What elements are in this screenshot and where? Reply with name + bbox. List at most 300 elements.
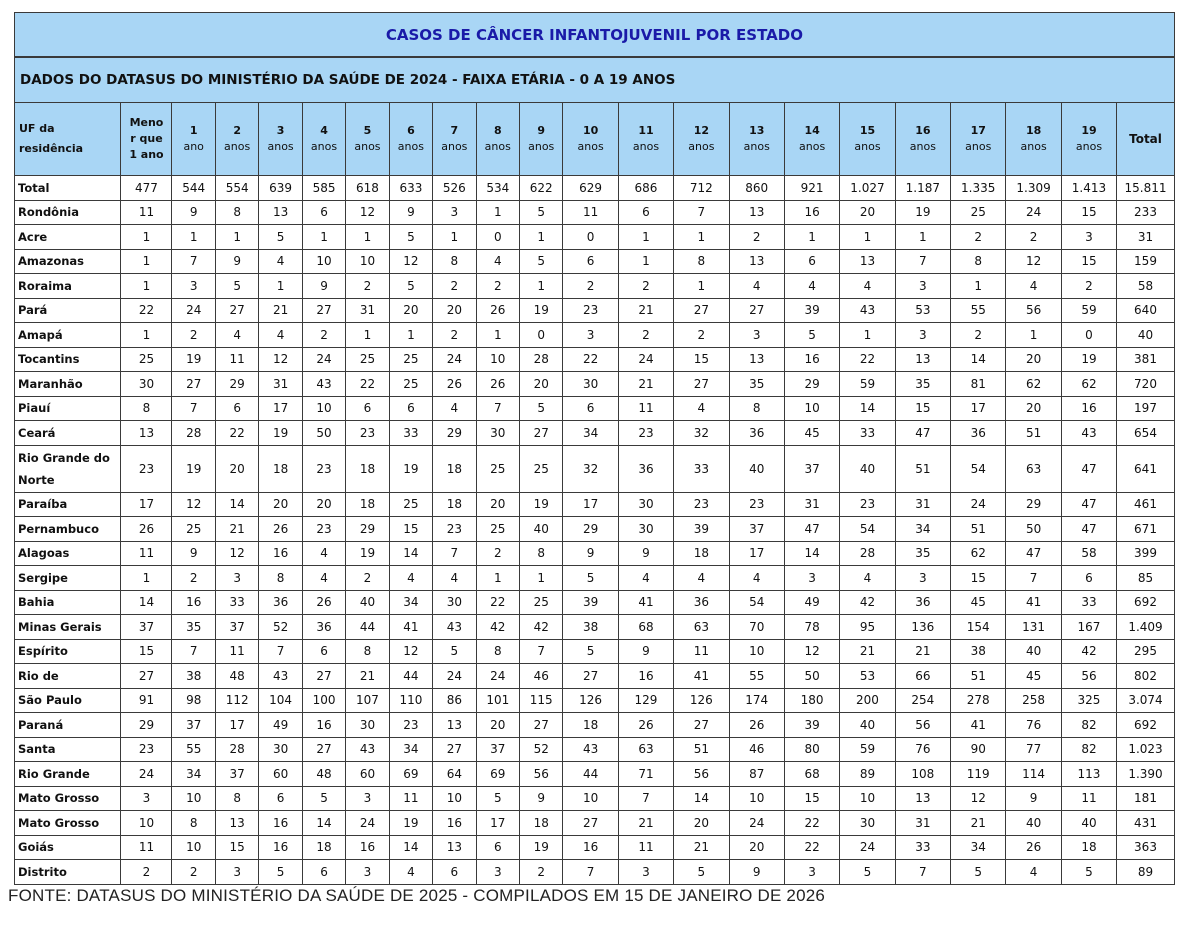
value-cell[interactable]: 37 — [729, 517, 784, 542]
value-cell[interactable]: 4 — [784, 274, 839, 299]
value-cell[interactable]: 107 — [346, 688, 389, 713]
value-cell[interactable]: 6 — [302, 860, 345, 885]
uf-cell[interactable]: Ceará — [15, 421, 121, 446]
value-cell[interactable]: 26 — [302, 590, 345, 615]
header-age-2[interactable] — [215, 103, 258, 176]
value-cell[interactable]: 22 — [840, 347, 895, 372]
value-cell[interactable]: 2 — [1006, 225, 1061, 250]
header-age-10[interactable] — [563, 103, 618, 176]
value-cell[interactable]: 25 — [121, 347, 172, 372]
value-cell[interactable]: 8 — [729, 396, 784, 421]
value-cell[interactable]: 28 — [519, 347, 562, 372]
value-cell[interactable]: 19 — [519, 835, 562, 860]
value-cell[interactable]: 1 — [302, 225, 345, 250]
value-cell[interactable]: 40 — [1061, 811, 1116, 836]
value-cell[interactable]: 6 — [302, 200, 345, 225]
value-cell[interactable]: 36 — [895, 590, 950, 615]
uf-cell[interactable]: São Paulo — [15, 688, 121, 713]
value-cell[interactable]: 56 — [1006, 298, 1061, 323]
uf-cell[interactable]: Maranhão — [15, 372, 121, 397]
value-cell[interactable]: 5 — [389, 225, 432, 250]
value-cell[interactable]: 32 — [674, 421, 729, 446]
row-total-cell[interactable]: 197 — [1117, 396, 1175, 421]
value-cell[interactable]: 16 — [1061, 396, 1116, 421]
value-cell[interactable]: 9 — [172, 541, 215, 566]
row-total-cell[interactable]: 654 — [1117, 421, 1175, 446]
value-cell[interactable]: 4 — [259, 249, 302, 274]
value-cell[interactable]: 55 — [729, 664, 784, 689]
row-total-cell[interactable]: 1.390 — [1117, 762, 1175, 787]
value-cell[interactable]: 33 — [840, 421, 895, 446]
value-cell[interactable]: 126 — [563, 688, 618, 713]
uf-cell[interactable]: Bahia — [15, 590, 121, 615]
value-cell[interactable]: 24 — [618, 347, 673, 372]
value-cell[interactable]: 9 — [1006, 786, 1061, 811]
header-age-3[interactable] — [259, 103, 302, 176]
value-cell[interactable]: 4 — [674, 396, 729, 421]
value-cell[interactable]: 1 — [618, 225, 673, 250]
value-cell[interactable]: 49 — [259, 713, 302, 738]
value-cell[interactable]: 18 — [519, 811, 562, 836]
value-cell[interactable]: 25 — [389, 372, 432, 397]
value-cell[interactable]: 20 — [259, 492, 302, 517]
value-cell[interactable]: 21 — [840, 639, 895, 664]
value-cell[interactable]: 14 — [784, 541, 839, 566]
value-cell[interactable]: 23 — [121, 445, 172, 492]
value-cell[interactable]: 26 — [433, 372, 476, 397]
value-cell[interactable]: 62 — [951, 541, 1006, 566]
value-cell[interactable]: 48 — [215, 664, 258, 689]
value-cell[interactable]: 258 — [1006, 688, 1061, 713]
uf-cell[interactable]: Amazonas — [15, 249, 121, 274]
value-cell[interactable]: 26 — [476, 372, 519, 397]
value-cell[interactable]: 2 — [433, 323, 476, 348]
value-cell[interactable]: 89 — [840, 762, 895, 787]
value-cell[interactable]: 76 — [1006, 713, 1061, 738]
value-cell[interactable]: 4 — [302, 541, 345, 566]
header-age-8[interactable] — [476, 103, 519, 176]
value-cell[interactable]: 11 — [121, 541, 172, 566]
value-cell[interactable]: 115 — [519, 688, 562, 713]
value-cell[interactable]: 81 — [951, 372, 1006, 397]
value-cell[interactable]: 51 — [951, 664, 1006, 689]
uf-cell[interactable]: Goiás — [15, 835, 121, 860]
value-cell[interactable]: 3 — [172, 274, 215, 299]
value-cell[interactable]: 19 — [389, 445, 432, 492]
value-cell[interactable]: 82 — [1061, 737, 1116, 762]
value-cell[interactable]: 27 — [519, 421, 562, 446]
value-cell[interactable]: 31 — [895, 811, 950, 836]
row-total-cell[interactable]: 295 — [1117, 639, 1175, 664]
value-cell[interactable]: 11 — [618, 396, 673, 421]
value-cell[interactable]: 16 — [172, 590, 215, 615]
value-cell[interactable]: 27 — [172, 372, 215, 397]
value-cell[interactable]: 1.309 — [1006, 176, 1061, 201]
value-cell[interactable]: 13 — [729, 249, 784, 274]
value-cell[interactable]: 15 — [1061, 200, 1116, 225]
header-age-6[interactable] — [389, 103, 432, 176]
value-cell[interactable]: 19 — [389, 811, 432, 836]
value-cell[interactable]: 29 — [1006, 492, 1061, 517]
value-cell[interactable]: 28 — [840, 541, 895, 566]
value-cell[interactable]: 5 — [302, 786, 345, 811]
row-total-cell[interactable]: 40 — [1117, 323, 1175, 348]
value-cell[interactable]: 7 — [618, 786, 673, 811]
value-cell[interactable]: 63 — [618, 737, 673, 762]
value-cell[interactable]: 6 — [389, 396, 432, 421]
value-cell[interactable]: 38 — [172, 664, 215, 689]
value-cell[interactable]: 24 — [172, 298, 215, 323]
value-cell[interactable]: 113 — [1061, 762, 1116, 787]
value-cell[interactable]: 25 — [476, 445, 519, 492]
value-cell[interactable]: 46 — [729, 737, 784, 762]
value-cell[interactable]: 3 — [895, 323, 950, 348]
value-cell[interactable]: 5 — [519, 249, 562, 274]
value-cell[interactable]: 63 — [1006, 445, 1061, 492]
value-cell[interactable]: 2 — [433, 274, 476, 299]
value-cell[interactable]: 23 — [433, 517, 476, 542]
value-cell[interactable]: 39 — [784, 298, 839, 323]
value-cell[interactable]: 50 — [1006, 517, 1061, 542]
value-cell[interactable]: 25 — [389, 347, 432, 372]
value-cell[interactable]: 10 — [121, 811, 172, 836]
value-cell[interactable]: 90 — [951, 737, 1006, 762]
value-cell[interactable]: 18 — [563, 713, 618, 738]
value-cell[interactable]: 37 — [784, 445, 839, 492]
row-total-cell[interactable]: 15.811 — [1117, 176, 1175, 201]
value-cell[interactable]: 3 — [215, 566, 258, 591]
value-cell[interactable]: 7 — [433, 541, 476, 566]
value-cell[interactable]: 29 — [433, 421, 476, 446]
value-cell[interactable]: 0 — [519, 323, 562, 348]
value-cell[interactable]: 9 — [172, 200, 215, 225]
value-cell[interactable]: 622 — [519, 176, 562, 201]
value-cell[interactable]: 41 — [674, 664, 729, 689]
value-cell[interactable]: 8 — [259, 566, 302, 591]
value-cell[interactable]: 17 — [259, 396, 302, 421]
value-cell[interactable]: 20 — [1006, 347, 1061, 372]
value-cell[interactable]: 18 — [259, 445, 302, 492]
value-cell[interactable]: 9 — [215, 249, 258, 274]
value-cell[interactable]: 14 — [302, 811, 345, 836]
value-cell[interactable]: 2 — [519, 860, 562, 885]
value-cell[interactable]: 27 — [563, 811, 618, 836]
value-cell[interactable]: 21 — [951, 811, 1006, 836]
value-cell[interactable]: 4 — [674, 566, 729, 591]
value-cell[interactable]: 16 — [433, 811, 476, 836]
value-cell[interactable]: 1 — [121, 249, 172, 274]
value-cell[interactable]: 35 — [895, 372, 950, 397]
value-cell[interactable]: 36 — [618, 445, 673, 492]
value-cell[interactable]: 5 — [259, 225, 302, 250]
value-cell[interactable]: 50 — [302, 421, 345, 446]
value-cell[interactable]: 87 — [729, 762, 784, 787]
header-age-12[interactable] — [674, 103, 729, 176]
value-cell[interactable]: 40 — [840, 713, 895, 738]
value-cell[interactable]: 154 — [951, 615, 1006, 640]
value-cell[interactable]: 23 — [302, 517, 345, 542]
value-cell[interactable]: 14 — [215, 492, 258, 517]
value-cell[interactable]: 19 — [519, 298, 562, 323]
value-cell[interactable]: 2 — [563, 274, 618, 299]
value-cell[interactable]: 12 — [215, 541, 258, 566]
value-cell[interactable]: 41 — [618, 590, 673, 615]
value-cell[interactable]: 4 — [302, 566, 345, 591]
header-age-7[interactable] — [433, 103, 476, 176]
value-cell[interactable]: 4 — [618, 566, 673, 591]
value-cell[interactable]: 21 — [346, 664, 389, 689]
uf-cell[interactable]: Amapá — [15, 323, 121, 348]
value-cell[interactable]: 40 — [840, 445, 895, 492]
value-cell[interactable]: 10 — [302, 396, 345, 421]
value-cell[interactable]: 14 — [389, 835, 432, 860]
value-cell[interactable]: 1.413 — [1061, 176, 1116, 201]
value-cell[interactable]: 2 — [729, 225, 784, 250]
value-cell[interactable]: 29 — [215, 372, 258, 397]
value-cell[interactable]: 9 — [618, 639, 673, 664]
value-cell[interactable]: 1 — [519, 566, 562, 591]
value-cell[interactable]: 20 — [389, 298, 432, 323]
uf-cell[interactable]: Roraima — [15, 274, 121, 299]
value-cell[interactable]: 26 — [618, 713, 673, 738]
value-cell[interactable]: 42 — [519, 615, 562, 640]
header-age-5[interactable] — [346, 103, 389, 176]
value-cell[interactable]: 22 — [784, 811, 839, 836]
value-cell[interactable]: 9 — [389, 200, 432, 225]
value-cell[interactable]: 68 — [618, 615, 673, 640]
value-cell[interactable]: 34 — [172, 762, 215, 787]
value-cell[interactable]: 6 — [563, 249, 618, 274]
row-total-cell[interactable]: 720 — [1117, 372, 1175, 397]
value-cell[interactable]: 27 — [433, 737, 476, 762]
value-cell[interactable]: 20 — [840, 200, 895, 225]
value-cell[interactable]: 18 — [1061, 835, 1116, 860]
value-cell[interactable]: 19 — [895, 200, 950, 225]
value-cell[interactable]: 4 — [840, 566, 895, 591]
value-cell[interactable]: 554 — [215, 176, 258, 201]
value-cell[interactable]: 35 — [172, 615, 215, 640]
value-cell[interactable]: 104 — [259, 688, 302, 713]
value-cell[interactable]: 51 — [895, 445, 950, 492]
value-cell[interactable]: 60 — [346, 762, 389, 787]
value-cell[interactable]: 1 — [215, 225, 258, 250]
value-cell[interactable]: 25 — [519, 590, 562, 615]
value-cell[interactable]: 7 — [476, 396, 519, 421]
value-cell[interactable]: 16 — [346, 835, 389, 860]
value-cell[interactable]: 325 — [1061, 688, 1116, 713]
uf-cell[interactable]: Sergipe — [15, 566, 121, 591]
value-cell[interactable]: 36 — [259, 590, 302, 615]
value-cell[interactable]: 10 — [172, 786, 215, 811]
value-cell[interactable]: 16 — [563, 835, 618, 860]
header-age-17[interactable] — [951, 103, 1006, 176]
value-cell[interactable]: 2 — [618, 323, 673, 348]
header-uf[interactable]: UF da residência — [15, 103, 121, 176]
value-cell[interactable]: 7 — [259, 639, 302, 664]
value-cell[interactable]: 8 — [476, 639, 519, 664]
value-cell[interactable]: 1 — [1006, 323, 1061, 348]
value-cell[interactable]: 30 — [259, 737, 302, 762]
header-age-13[interactable] — [729, 103, 784, 176]
value-cell[interactable]: 31 — [346, 298, 389, 323]
value-cell[interactable]: 4 — [389, 860, 432, 885]
header-age-11[interactable] — [618, 103, 673, 176]
uf-cell[interactable]: Rio de — [15, 664, 121, 689]
value-cell[interactable]: 3 — [729, 323, 784, 348]
value-cell[interactable]: 3 — [346, 860, 389, 885]
value-cell[interactable]: 1 — [840, 225, 895, 250]
value-cell[interactable]: 3 — [895, 274, 950, 299]
value-cell[interactable]: 37 — [172, 713, 215, 738]
value-cell[interactable]: 477 — [121, 176, 172, 201]
value-cell[interactable]: 7 — [172, 249, 215, 274]
value-cell[interactable]: 114 — [1006, 762, 1061, 787]
value-cell[interactable]: 17 — [476, 811, 519, 836]
value-cell[interactable]: 20 — [476, 492, 519, 517]
value-cell[interactable]: 1 — [784, 225, 839, 250]
value-cell[interactable]: 8 — [951, 249, 1006, 274]
value-cell[interactable]: 34 — [563, 421, 618, 446]
value-cell[interactable]: 25 — [346, 347, 389, 372]
row-total-cell[interactable]: 692 — [1117, 713, 1175, 738]
value-cell[interactable]: 56 — [519, 762, 562, 787]
value-cell[interactable]: 6 — [302, 639, 345, 664]
value-cell[interactable]: 20 — [1006, 396, 1061, 421]
value-cell[interactable]: 2 — [618, 274, 673, 299]
value-cell[interactable]: 2 — [951, 323, 1006, 348]
value-cell[interactable]: 7 — [674, 200, 729, 225]
value-cell[interactable]: 98 — [172, 688, 215, 713]
value-cell[interactable]: 13 — [215, 811, 258, 836]
value-cell[interactable]: 19 — [172, 445, 215, 492]
value-cell[interactable]: 27 — [519, 713, 562, 738]
value-cell[interactable]: 6 — [563, 396, 618, 421]
value-cell[interactable]: 19 — [172, 347, 215, 372]
value-cell[interactable]: 28 — [172, 421, 215, 446]
value-cell[interactable]: 2 — [346, 274, 389, 299]
row-total-cell[interactable]: 641 — [1117, 445, 1175, 492]
value-cell[interactable]: 30 — [840, 811, 895, 836]
value-cell[interactable]: 101 — [476, 688, 519, 713]
value-cell[interactable]: 30 — [433, 590, 476, 615]
value-cell[interactable]: 5 — [1061, 860, 1116, 885]
value-cell[interactable]: 16 — [784, 200, 839, 225]
value-cell[interactable]: 1 — [840, 323, 895, 348]
value-cell[interactable]: 4 — [729, 274, 784, 299]
table-title[interactable]: CASOS DE CÂNCER INFANTOJUVENIL POR ESTADO — [15, 13, 1175, 58]
value-cell[interactable]: 43 — [433, 615, 476, 640]
value-cell[interactable]: 4 — [433, 566, 476, 591]
value-cell[interactable]: 45 — [951, 590, 1006, 615]
value-cell[interactable]: 44 — [346, 615, 389, 640]
value-cell[interactable]: 0 — [476, 225, 519, 250]
value-cell[interactable]: 11 — [618, 835, 673, 860]
value-cell[interactable]: 19 — [259, 421, 302, 446]
uf-cell[interactable]: Piauí — [15, 396, 121, 421]
value-cell[interactable]: 34 — [389, 590, 432, 615]
value-cell[interactable]: 27 — [302, 298, 345, 323]
value-cell[interactable]: 2 — [172, 323, 215, 348]
value-cell[interactable]: 10 — [729, 639, 784, 664]
value-cell[interactable]: 639 — [259, 176, 302, 201]
uf-cell[interactable]: Mato Grosso — [15, 811, 121, 836]
value-cell[interactable]: 44 — [563, 762, 618, 787]
value-cell[interactable]: 22 — [346, 372, 389, 397]
value-cell[interactable]: 3 — [476, 860, 519, 885]
value-cell[interactable]: 13 — [259, 200, 302, 225]
value-cell[interactable]: 47 — [1061, 517, 1116, 542]
value-cell[interactable]: 21 — [618, 298, 673, 323]
value-cell[interactable]: 33 — [389, 421, 432, 446]
value-cell[interactable]: 36 — [302, 615, 345, 640]
value-cell[interactable]: 31 — [259, 372, 302, 397]
value-cell[interactable]: 17 — [121, 492, 172, 517]
header-age-19[interactable] — [1061, 103, 1116, 176]
value-cell[interactable]: 2 — [951, 225, 1006, 250]
value-cell[interactable]: 633 — [389, 176, 432, 201]
value-cell[interactable]: 10 — [784, 396, 839, 421]
value-cell[interactable]: 27 — [302, 737, 345, 762]
value-cell[interactable]: 1 — [674, 225, 729, 250]
value-cell[interactable]: 5 — [259, 860, 302, 885]
value-cell[interactable]: 15 — [674, 347, 729, 372]
value-cell[interactable]: 53 — [840, 664, 895, 689]
value-cell[interactable]: 15 — [951, 566, 1006, 591]
value-cell[interactable]: 38 — [951, 639, 1006, 664]
value-cell[interactable]: 33 — [1061, 590, 1116, 615]
value-cell[interactable]: 40 — [519, 517, 562, 542]
value-cell[interactable]: 16 — [259, 541, 302, 566]
value-cell[interactable]: 62 — [1061, 372, 1116, 397]
value-cell[interactable]: 29 — [346, 517, 389, 542]
header-total[interactable]: Total — [1117, 103, 1175, 176]
value-cell[interactable]: 1 — [618, 249, 673, 274]
value-cell[interactable]: 16 — [302, 713, 345, 738]
value-cell[interactable]: 58 — [1061, 541, 1116, 566]
value-cell[interactable]: 23 — [729, 492, 784, 517]
uf-cell[interactable]: Total — [15, 176, 121, 201]
value-cell[interactable]: 39 — [674, 517, 729, 542]
value-cell[interactable]: 10 — [729, 786, 784, 811]
value-cell[interactable]: 80 — [784, 737, 839, 762]
value-cell[interactable]: 7 — [1006, 566, 1061, 591]
value-cell[interactable]: 108 — [895, 762, 950, 787]
value-cell[interactable]: 26 — [121, 517, 172, 542]
value-cell[interactable]: 51 — [674, 737, 729, 762]
row-total-cell[interactable]: 802 — [1117, 664, 1175, 689]
value-cell[interactable]: 47 — [1061, 492, 1116, 517]
value-cell[interactable]: 18 — [302, 835, 345, 860]
value-cell[interactable]: 29 — [121, 713, 172, 738]
value-cell[interactable]: 4 — [215, 323, 258, 348]
value-cell[interactable]: 29 — [563, 517, 618, 542]
value-cell[interactable]: 12 — [259, 347, 302, 372]
row-total-cell[interactable]: 181 — [1117, 786, 1175, 811]
value-cell[interactable]: 24 — [951, 492, 1006, 517]
value-cell[interactable]: 10 — [172, 835, 215, 860]
uf-cell[interactable]: Rio Grande — [15, 762, 121, 787]
value-cell[interactable]: 0 — [1061, 323, 1116, 348]
value-cell[interactable]: 15 — [215, 835, 258, 860]
value-cell[interactable]: 36 — [729, 421, 784, 446]
value-cell[interactable]: 14 — [121, 590, 172, 615]
value-cell[interactable]: 20 — [729, 835, 784, 860]
value-cell[interactable]: 7 — [172, 396, 215, 421]
value-cell[interactable]: 24 — [433, 347, 476, 372]
uf-cell[interactable]: Rondônia — [15, 200, 121, 225]
value-cell[interactable]: 23 — [618, 421, 673, 446]
uf-cell[interactable]: Pará — [15, 298, 121, 323]
